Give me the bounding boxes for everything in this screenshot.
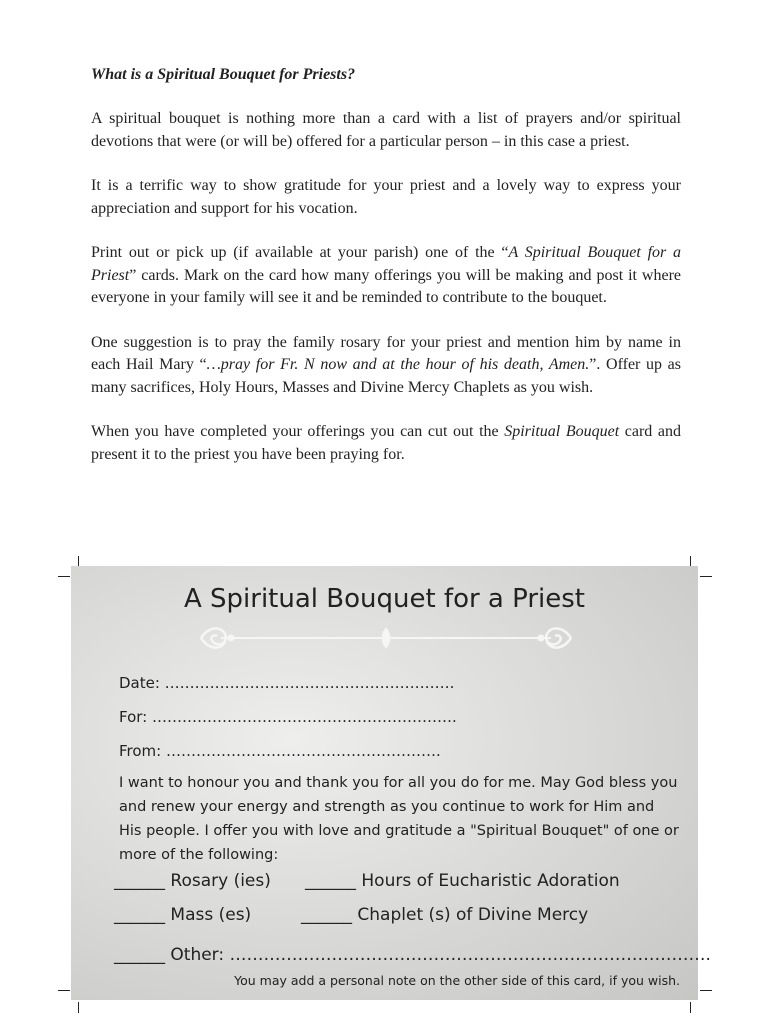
p3-part-c: ” cards. Mark on the card how many offerings you will be making and post it where everyone in your family will see it and be reminded to contribute to the bouquet.	[91, 266, 681, 306]
crop-mark-bottom-right-h	[700, 990, 712, 991]
option-adoration-hours: ______ Hours of Eucharistic Adoration	[305, 871, 620, 891]
card-title: A Spiritual Bouquet for a Priest	[183, 584, 586, 614]
article	[91, 66, 681, 488]
p4-prayer: …pray for Fr. N now and at the hour of his death, Amen.	[206, 356, 590, 373]
paragraph-gratitude: It is a terrific way to show gratitude for your priest and a lovely way to express your appreciation and support for his vocation.	[91, 177, 681, 217]
personal-note-hint: You may add a personal note on the other side of this card, if you wish.	[234, 973, 680, 988]
p5-part-c: card and present it to the priest you have been praying for.	[91, 423, 681, 463]
option-chaplet: ______ Chaplet (s) of Divine Mercy	[301, 905, 589, 925]
paragraph-definition: A spiritual bouquet is nothing more than a card with a list of prayers and/or spiritual devotions that were (or will be) offered for a particular person – in this case a priest.	[91, 110, 681, 150]
p4-part-c: ”. Offer up as many sacrifices, Holy Hours, Masses and Divine Mercy Chaplets as you wish.	[91, 356, 682, 396]
article-heading: What is a Spiritual Bouquet for Priests?	[91, 66, 356, 83]
for-field: For: …………………………………………………….	[119, 708, 457, 726]
crop-mark-top-left-h	[58, 576, 70, 577]
option-mass: ______ Mass (es)	[114, 905, 252, 925]
from-field: From: ……………………………………………….	[119, 742, 441, 760]
paragraph-rosary	[91, 332, 681, 400]
paragraph-print-card	[91, 242, 681, 310]
option-other: ______ Other: ………………………………………………………………………….	[114, 945, 711, 965]
option-rosary: ______ Rosary (ies)	[114, 871, 271, 891]
paragraph-present	[91, 421, 681, 466]
p5-part-a: When you have completed your offerings you can cut out the	[91, 423, 505, 440]
p3-part-a: Print out or pick up (if available at your parish) one of the “	[91, 244, 509, 261]
flourish-divider-icon	[191, 620, 581, 656]
p5-card-name: Spiritual Bouquet	[504, 423, 620, 440]
crop-mark-bottom-left-h	[58, 990, 70, 991]
crop-mark-bottom-left-v	[78, 1002, 79, 1013]
p4-part-a: One suggestion is to pray the family rosary for your priest and mention him by name in each Hail Mary “	[91, 333, 681, 373]
spiritual-bouquet-card	[71, 566, 711, 1000]
card-message: I want to honour you and thank you for all you do for me. May God bless you and renew your energy and strength as you continue to work for Him and His people. I offer you with love and gratitude a "Spiritual Bouquet" of one or more of the following:	[119, 775, 679, 863]
crop-mark-top-right-h	[700, 576, 712, 577]
crop-mark-bottom-right-v	[690, 1002, 691, 1013]
p3-card-name: A Spiritual Bouquet for a Priest	[91, 244, 682, 284]
date-field: Date: ………………………………………………….	[119, 674, 455, 692]
